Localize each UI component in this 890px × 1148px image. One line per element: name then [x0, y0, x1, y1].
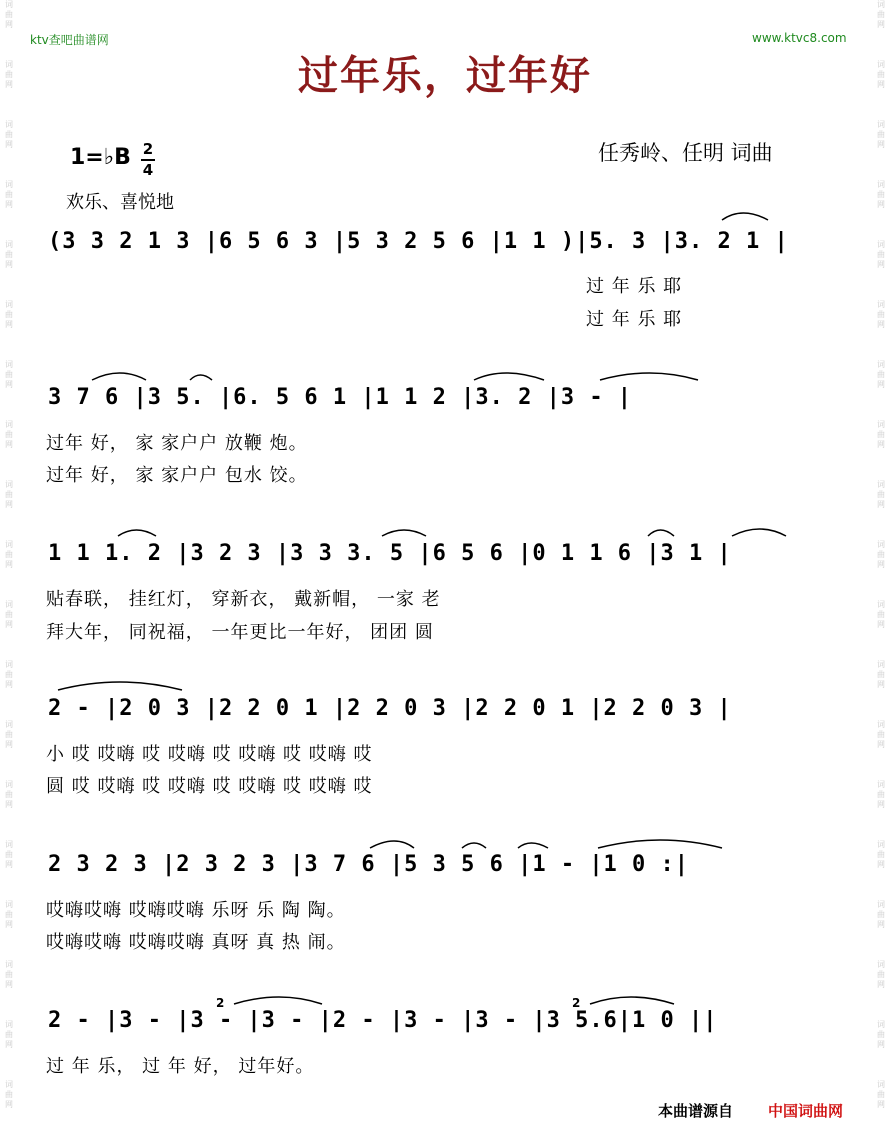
watermark-char: 曲 [5, 1030, 13, 1039]
watermark-char: 词 [5, 240, 13, 249]
watermark-gap [2, 1050, 16, 1080]
watermark-char: 网 [5, 1040, 13, 1049]
system-1-notes: (3 3 2 1 3 |6 5 6 3 |5 3 2 5 6 |1 1 )|5. 3 |3. 2 1 | [48, 229, 789, 254]
watermark-char: 词 [5, 1080, 13, 1089]
watermark-char: 词 [5, 660, 13, 669]
watermark-char: 网 [877, 140, 885, 149]
watermark-char: 曲 [5, 1090, 13, 1099]
system-5-lyric-2: 哎嗨哎嗨 哎嗨哎嗨 真呀 真 热 闹。 [46, 932, 346, 953]
watermark-gap [874, 450, 888, 480]
watermark-char: 词 [5, 600, 13, 609]
watermark-gap [2, 330, 16, 360]
watermark-char: 曲 [877, 610, 885, 619]
watermark-gap [874, 990, 888, 1020]
watermark-char: 词 [877, 540, 885, 549]
watermark-char: 词 [877, 0, 885, 9]
watermark-char: 词 [5, 180, 13, 189]
watermark-char: 词 [877, 360, 885, 369]
watermark-char: 词 [5, 60, 13, 69]
left-watermark-strip [2, 0, 16, 1148]
system-1-lyric-2: 过 年 乐 耶 [586, 309, 683, 330]
watermark-char: 词 [877, 420, 885, 429]
watermark-char: 词 [5, 420, 13, 429]
watermark-char: 网 [5, 1100, 13, 1109]
watermark-char: 曲 [5, 910, 13, 919]
watermark-char: 词 [877, 960, 885, 969]
watermark-gap [2, 990, 16, 1020]
watermark-char: 曲 [877, 490, 885, 499]
watermark-char: 词 [5, 540, 13, 549]
watermark-gap [874, 390, 888, 420]
watermark-char: 词 [877, 60, 885, 69]
watermark-gap [874, 510, 888, 540]
watermark-char: 曲 [877, 10, 885, 19]
watermark-char: 曲 [877, 970, 885, 979]
site-label-right: www.ktvc8.com [752, 31, 847, 45]
system-4-notes: 2 - |2 0 3 |2 2 0 1 |2 2 0 3 |2 2 0 1 |2 2 0 3 | [48, 696, 732, 721]
watermark-char: 网 [877, 980, 885, 989]
watermark-char: 网 [5, 680, 13, 689]
watermark-gap [2, 870, 16, 900]
watermark-char: 曲 [5, 610, 13, 619]
system-4-lyric-1: 小 哎 哎嗨 哎 哎嗨 哎 哎嗨 哎 哎嗨 哎 [46, 744, 373, 765]
watermark-char: 网 [877, 800, 885, 809]
watermark-char: 曲 [5, 130, 13, 139]
watermark-gap [874, 570, 888, 600]
watermark-gap [874, 210, 888, 240]
watermark-char: 曲 [5, 850, 13, 859]
watermark-char: 网 [5, 500, 13, 509]
watermark-char: 词 [5, 0, 13, 9]
watermark-char: 曲 [877, 190, 885, 199]
watermark-gap [2, 690, 16, 720]
watermark-gap [874, 630, 888, 660]
watermark-char: 曲 [877, 1030, 885, 1039]
watermark-char: 曲 [877, 1090, 885, 1099]
watermark-gap [874, 810, 888, 840]
watermark-char: 曲 [877, 430, 885, 439]
watermark-gap [874, 930, 888, 960]
watermark-char: 网 [877, 500, 885, 509]
system-1-lyric-1: 过 年 乐 耶 [586, 276, 683, 297]
watermark-char: 曲 [877, 790, 885, 799]
watermark-gap [2, 570, 16, 600]
system-2-lyric-2: 过年 好， 家 家户户 包水 饺。 [46, 465, 308, 486]
watermark-char: 词 [877, 1020, 885, 1029]
watermark-char: 词 [877, 600, 885, 609]
watermark-char: 网 [5, 440, 13, 449]
watermark-char: 词 [877, 180, 885, 189]
watermark-char: 词 [877, 240, 885, 249]
watermark-char: 曲 [5, 310, 13, 319]
watermark-char: 网 [877, 680, 885, 689]
watermark-char: 曲 [5, 250, 13, 259]
watermark-char: 曲 [877, 70, 885, 79]
system-5-lyric-1: 哎嗨哎嗨 哎嗨哎嗨 乐呀 乐 陶 陶。 [46, 900, 346, 921]
watermark-char: 曲 [5, 70, 13, 79]
system-3-lyric-2: 拜大年， 同祝福， 一年更比一年好， 团团 圆 [46, 622, 434, 643]
watermark-char: 网 [5, 560, 13, 569]
watermark-char: 网 [5, 800, 13, 809]
system-6-notes: 2 - |3 - |3 - |3 - |2 - |3 - |3 - |3 5.6|1 0 || [48, 1008, 718, 1033]
watermark-char: 曲 [877, 550, 885, 559]
system-6-lyric-1: 过 年 乐， 过 年 好， 过年好。 [46, 1056, 315, 1077]
watermark-gap [874, 690, 888, 720]
watermark-char: 网 [877, 1040, 885, 1049]
system-3-notes: 1 1 1. 2 |3 2 3 |3 3 3. 5 |6 5 6 |0 1 1 6 |3 1 | [48, 541, 732, 566]
watermark-char: 网 [5, 740, 13, 749]
watermark-char: 网 [5, 260, 13, 269]
system-2-lyric-1: 过年 好， 家 家户户 放鞭 炮。 [46, 433, 308, 454]
watermark-gap [874, 1050, 888, 1080]
watermark-char: 词 [5, 960, 13, 969]
watermark-char: 网 [877, 20, 885, 29]
watermark-char: 曲 [877, 910, 885, 919]
watermark-char: 网 [877, 80, 885, 89]
watermark-char: 曲 [877, 310, 885, 319]
watermark-gap [874, 870, 888, 900]
system-2-notes: 3 7 6 |3 5. |6. 5 6 1 |1 1 2 |3. 2 |3 - | [48, 385, 633, 410]
watermark-char: 网 [5, 620, 13, 629]
watermark-char: 曲 [877, 250, 885, 259]
watermark-gap [2, 150, 16, 180]
watermark-char: 曲 [5, 430, 13, 439]
watermark-char: 词 [877, 780, 885, 789]
source-name[interactable]: 中国词曲网 [768, 1102, 844, 1120]
time-signature [141, 140, 155, 180]
watermark-char: 网 [5, 140, 13, 149]
tempo-marking: 欢乐、喜悦地 [66, 192, 174, 213]
watermark-char: 网 [5, 860, 13, 869]
watermark-gap [2, 390, 16, 420]
watermark-char: 曲 [5, 550, 13, 559]
watermark-char: 词 [5, 780, 13, 789]
watermark-char: 曲 [5, 730, 13, 739]
watermark-char: 曲 [877, 670, 885, 679]
system-5-notes: 2 3 2 3 |2 3 2 3 |3 7 6 |5 3 5 6 |1 - |1 0 :| [48, 852, 690, 877]
watermark-char: 网 [877, 380, 885, 389]
watermark-char: 词 [877, 900, 885, 909]
watermark-char: 词 [5, 720, 13, 729]
watermark-char: 曲 [5, 790, 13, 799]
watermark-char: 词 [5, 360, 13, 369]
time-top: 2 [142, 140, 154, 158]
grace-note-2: 2 [572, 996, 581, 1010]
watermark-char: 词 [5, 120, 13, 129]
watermark-char: 曲 [877, 370, 885, 379]
watermark-char: 曲 [5, 190, 13, 199]
watermark-gap [2, 510, 16, 540]
watermark-char: 网 [877, 320, 885, 329]
watermark-char: 词 [5, 900, 13, 909]
system-4-lyric-2: 圆 哎 哎嗨 哎 哎嗨 哎 哎嗨 哎 哎嗨 哎 [46, 776, 373, 797]
watermark-gap [2, 810, 16, 840]
watermark-char: 网 [5, 200, 13, 209]
watermark-gap [2, 270, 16, 300]
watermark-gap [2, 750, 16, 780]
watermark-gap [2, 1110, 16, 1140]
watermark-gap [2, 210, 16, 240]
watermark-char: 网 [877, 560, 885, 569]
watermark-gap [2, 450, 16, 480]
watermark-char: 词 [5, 840, 13, 849]
site-label-left: ktv查吧曲谱网 [30, 33, 109, 47]
watermark-gap [2, 930, 16, 960]
watermark-char: 网 [877, 920, 885, 929]
watermark-char: 词 [877, 1080, 885, 1089]
watermark-char: 网 [877, 1100, 885, 1109]
watermark-char: 曲 [877, 850, 885, 859]
watermark-char: 网 [877, 260, 885, 269]
watermark-char: 曲 [5, 670, 13, 679]
watermark-char: 词 [5, 300, 13, 309]
watermark-char: 网 [877, 440, 885, 449]
system-3-lyric-1: 贴春联， 挂红灯， 穿新衣， 戴新帽， 一家 老 [46, 589, 441, 610]
watermark-gap [2, 630, 16, 660]
watermark-gap [874, 270, 888, 300]
credits: 任秀岭、任明 词曲 [598, 141, 773, 165]
watermark-char: 网 [5, 980, 13, 989]
watermark-char: 词 [877, 660, 885, 669]
watermark-char: 网 [5, 20, 13, 29]
watermark-char: 曲 [5, 490, 13, 499]
watermark-char: 词 [5, 480, 13, 489]
watermark-char: 词 [877, 840, 885, 849]
time-bottom: 4 [142, 161, 154, 179]
watermark-char: 曲 [5, 10, 13, 19]
source-label: 本曲谱源自 [658, 1102, 734, 1120]
watermark-gap [874, 1110, 888, 1140]
watermark-char: 网 [877, 620, 885, 629]
watermark-char: 曲 [877, 730, 885, 739]
right-watermark-strip [874, 0, 888, 1148]
watermark-char: 词 [877, 300, 885, 309]
watermark-char: 网 [877, 200, 885, 209]
watermark-char: 词 [877, 720, 885, 729]
watermark-char: 曲 [877, 130, 885, 139]
watermark-char: 词 [877, 120, 885, 129]
watermark-char: 网 [877, 860, 885, 869]
watermark-char: 网 [5, 920, 13, 929]
watermark-char: 网 [5, 380, 13, 389]
watermark-char: 词 [5, 1020, 13, 1029]
watermark-gap [874, 750, 888, 780]
watermark-gap [874, 330, 888, 360]
grace-note-1: 2 [216, 996, 225, 1010]
key-signature: 1=♭B [70, 145, 131, 170]
watermark-char: 网 [5, 80, 13, 89]
watermark-char: 词 [877, 480, 885, 489]
watermark-char: 曲 [5, 970, 13, 979]
watermark-char: 曲 [5, 370, 13, 379]
watermark-char: 网 [5, 320, 13, 329]
watermark-char: 网 [877, 740, 885, 749]
watermark-gap [874, 150, 888, 180]
song-title: 过年乐，过年好 [298, 53, 592, 99]
